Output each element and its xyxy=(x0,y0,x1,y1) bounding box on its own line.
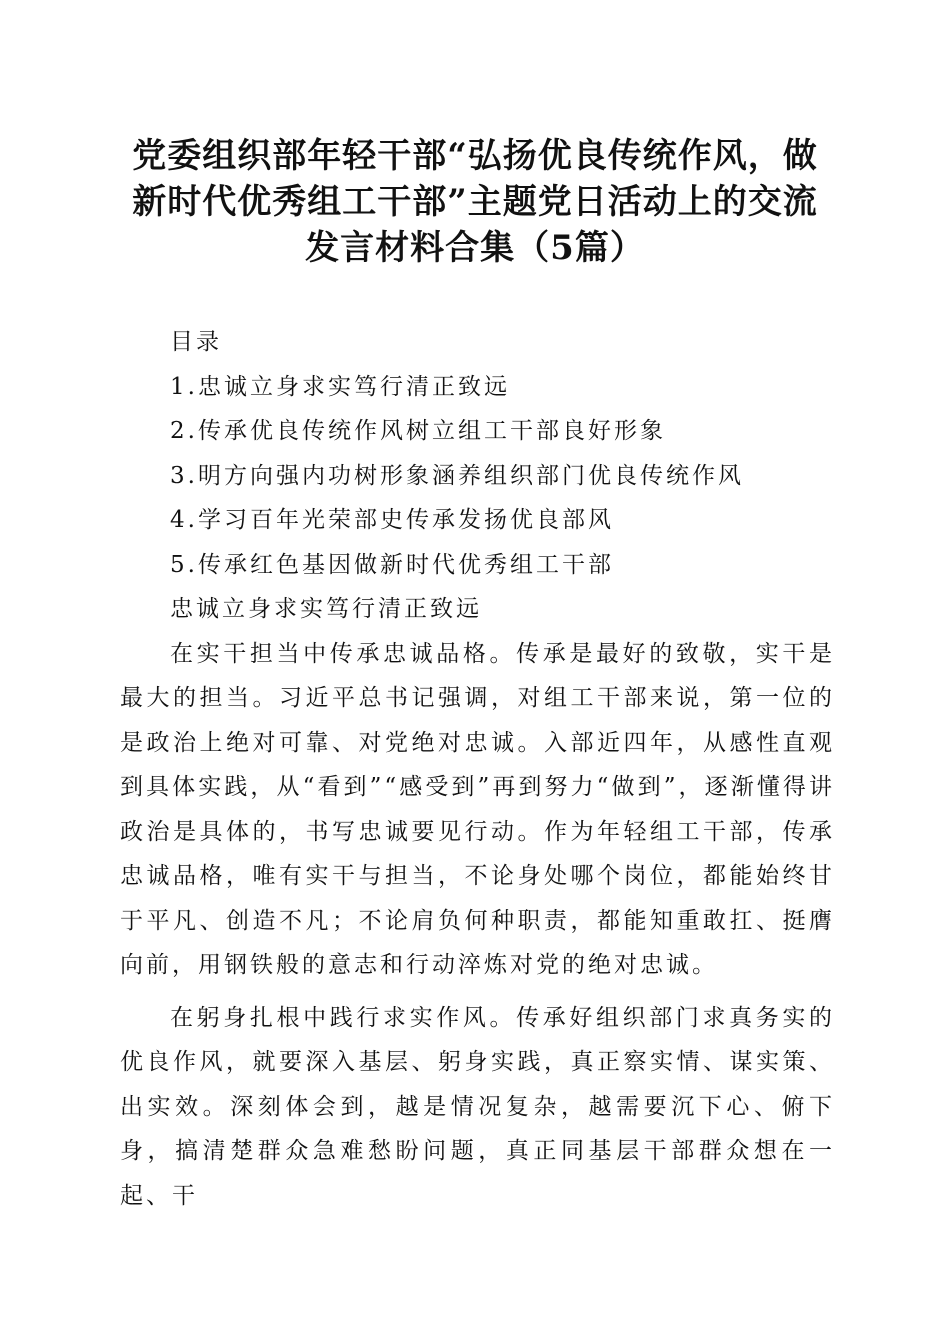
title-line: 党委组织部年轻干部“弘扬优良传统作风，做 xyxy=(132,136,818,176)
section-heading: 忠诚立身求实笃行清正致远 xyxy=(170,596,482,622)
toc-item: 2.传承优良传统作风树立组工干部良好形象 xyxy=(170,418,666,444)
title-line: 发言材料合集（5篇） xyxy=(305,228,645,268)
body-paragraph: 在实干担当中传承忠诚品格。传承是最好的致敬，实干是最大的担当。习近平总书记强调，对组工干部来说，第一位的是政治上绝对可靠、对党绝对忠诚。入部近四年，从感性直观到具体实践，从“看到”“感受到”再到努力“做到”，逐渐懂得讲政治是具体的，书写忠诚要见行动。作为年轻组工干部，传承忠诚品格，唯有实干与担当，不论身处哪个岗位，都能始终甘于平凡、创造不凡；不论肩负何种职责，都能知重敢扛、挺膺向前，用钢铁般的意志和行动淬炼对党的绝对忠诚。 xyxy=(120,640,835,978)
body-paragraph: 在躬身扎根中践行求实作风。传承好组织部门求真务实的优良作风，就要深入基层、躬身实践，真正察实情、谋实策、出实效。深刻体会到，越是情况复杂，越需要沉下心、俯下身，搞清楚群众急难愁盼问题，真正同基层干部群众想在一起、干 xyxy=(120,1004,835,1209)
toc-item: 4.学习百年光荣部史传承发扬优良部风 xyxy=(170,507,614,533)
document-body xyxy=(120,320,835,1218)
toc-heading: 目录 xyxy=(170,329,222,355)
title-line: 新时代优秀组工干部”主题党日活动上的交流 xyxy=(132,182,818,222)
document-title xyxy=(100,133,850,271)
toc-item: 5.传承红色基因做新时代优秀组工干部 xyxy=(170,551,614,578)
toc-item: 3.明方向强内功树形象涵养组织部门优良传统作风 xyxy=(170,462,744,489)
toc-item: 1.忠诚立身求实笃行清正致远 xyxy=(170,373,510,400)
